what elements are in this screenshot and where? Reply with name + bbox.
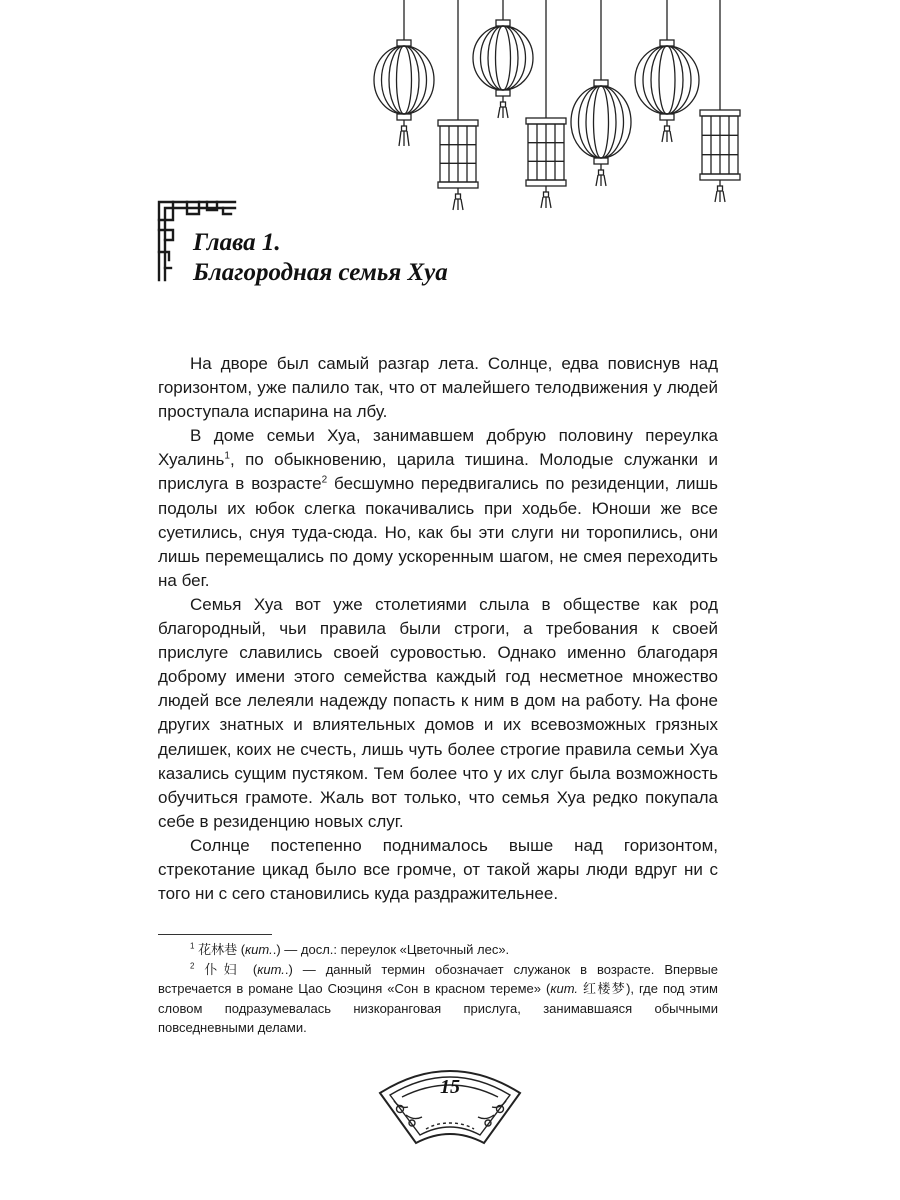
footnotes bbox=[158, 940, 718, 1038]
fan-ornament bbox=[376, 1055, 524, 1147]
footnote-separator bbox=[158, 934, 272, 935]
chapter-number: Глава 1. bbox=[193, 229, 281, 256]
chapter-body bbox=[158, 352, 718, 906]
paragraph: Семья Хуа вот уже столетиями слыла в обществе как род благородный, чьи правила были строги, а требования к своей прислуге славились своей суровостью. Однако именно благодаря доброму имени этого семейства каждый год несметное множество людей все лелеяли надежду попасть к ним в дом на работу. На фоне других знатных и влиятельных домов и их всевозможных грязных делишек, коих не счесть, лишь чуть более строгие правила семьи Хуа казались сущим пустяком. Тем более что у их слуг была возможность обучиться грамоте. Жаль вот только, что семья Хуа редко покупала себе в резиденцию новых слуг. bbox=[158, 594, 718, 831]
paragraph: В доме семьи Хуа, занимавшем добрую половину переулка Хуалинь$^1$, по обыкновению, царила тишина. Молодые служанки и прислуга в возрасте$^2$ бесшумно передвигались по резиденции, лишь подолы их юбок слегка покачивались при ходьбе. Юноши же все суетились, снуя туда-сюда. Но, как бы эти слуги ни торопились, они лишь перемещались по дому ускоренным шагом, не смея переходить на бег. bbox=[158, 426, 718, 590]
chapter-name: Благородная семья Хуа bbox=[193, 259, 448, 286]
page-number: 15 bbox=[440, 1076, 460, 1098]
chapter-title bbox=[193, 228, 448, 288]
footnote: $^2$ 仆妇 (кит..) — данный термин обозначает служанок в возрасте. Впервые встречается в романе Цао Сюэциня «Сон в красном тереме» (кит. 红楼梦), где под этим словом подразумевалась низкоранговая прислуга, занимавшаяся обычными повседневными делами. bbox=[158, 961, 718, 1035]
footnote-marker: 1 bbox=[224, 450, 230, 462]
paragraph: На дворе был самый разгар лета. Солнце, едва повиснув над горизонтом, уже палило так, что от малейшего телодвижения у людей проступала испарина на лбу. bbox=[158, 354, 718, 422]
footnote-marker: 2 bbox=[321, 474, 328, 486]
paragraph: Солнце постепенно поднималось выше над горизонтом, стрекотание цикад было все громче, от такой жары люди вдруг ни с того ни с сего становились куда раздражительнее. bbox=[158, 835, 718, 904]
footnote: $^1$ 花林巷 (кит..) — досл.: переулок «Цветочный лес». bbox=[190, 941, 510, 957]
hanging-lanterns-illustration bbox=[360, 0, 780, 230]
